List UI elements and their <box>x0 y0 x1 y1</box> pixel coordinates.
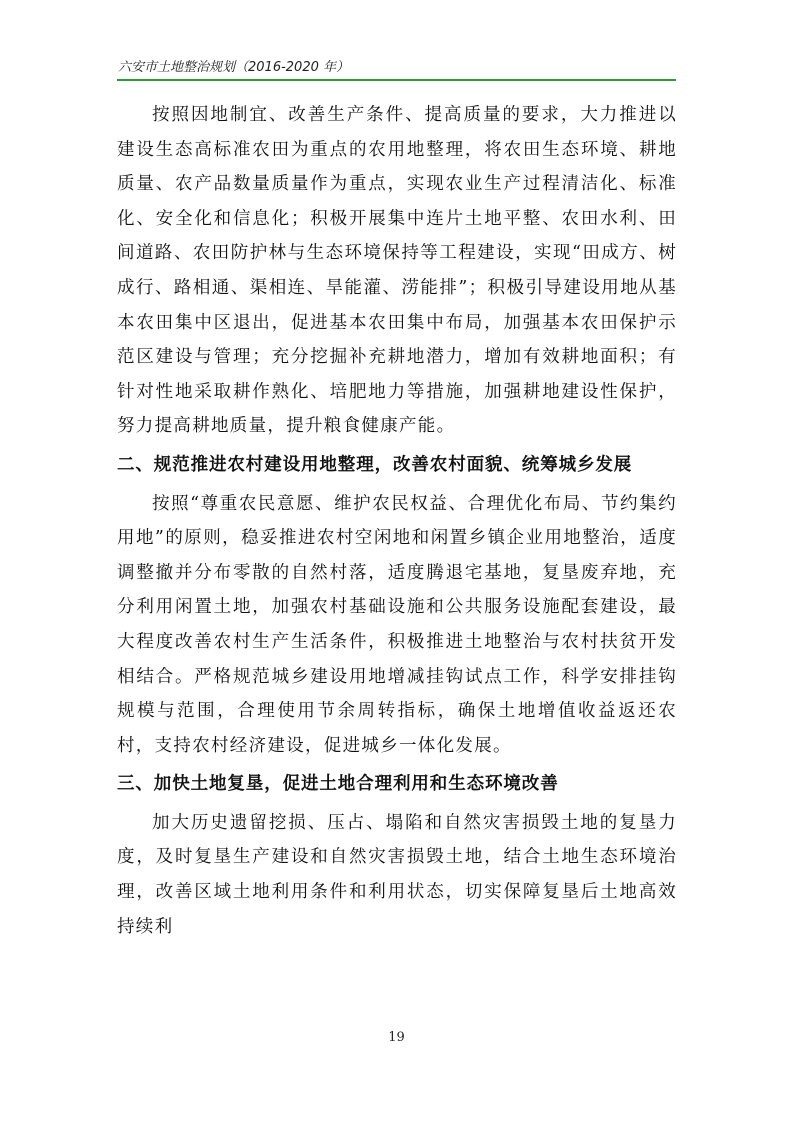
section-heading: 二、规范推进农村建设用地整理，改善农村面貌、统筹城乡发展 <box>117 454 633 475</box>
header-divider <box>117 79 676 81</box>
document-body <box>117 98 677 944</box>
page-header-title: 六安市土地整治规划（2016-2020 年） <box>118 60 349 75</box>
page-number: 19 <box>388 1030 405 1045</box>
paragraph: 按照“尊重农民意愿、维护农民权益、合理优化布局、节约集约用地”的原则，稳妥推进农村空闲地和闲置乡镇企业用地整治，适度调整撤并分布零散的自然村落，适度腾退宅基地，复垦废弃地，充分利用闲置土地，加强农村基础设施和公共服务设施配套建设，最大程度改善农村生产生活条件，积极推进土地整治与农村扶贫开发相结合。严格规范城乡建设用地增减挂钩试点工作，科学安排挂钩规模与范围，合理使用节余周转指标，确保土地增值收益返还农村，支持农村经济建设，促进城乡一体化发展。 <box>117 493 677 756</box>
paragraph: 加大历史遗留挖损、压占、塌陷和自然灾害损毁土地的复垦力度，及时复垦生产建设和自然灾害损毁土地，结合土地生态环境治理，改善区域土地利用条件和利用状态，切实保障复垦后土地高效持续利 <box>117 812 677 937</box>
paragraph: 按照因地制宜、改善生产条件、提高质量的要求，大力推进以建设生态高标准农田为重点的农用地整理，将农田生态环境、耕地质量、农产品数量质量作为重点，实现农业生产过程清洁化、标准化、安全化和信息化；积极开展集中连片土地平整、农田水利、田间道路、农田防护林与生态环境保持等工程建设，实现“田成方、树成行、路相通、渠相连、旱能灌、涝能排”；积极引导建设用地从基本农田集中区退出，促进基本农田集中布局，加强基本农田保护示范区建设与管理；充分挖掘补充耕地潜力，增加有效耕地面积；有针对性地采取耕作熟化、培肥地力等措施，加强耕地建设性保护，努力提高耕地质量，提升粮食健康产能。 <box>117 105 677 437</box>
section-heading: 三、加快土地复垦，促进土地合理利用和生态环境改善 <box>117 774 559 795</box>
